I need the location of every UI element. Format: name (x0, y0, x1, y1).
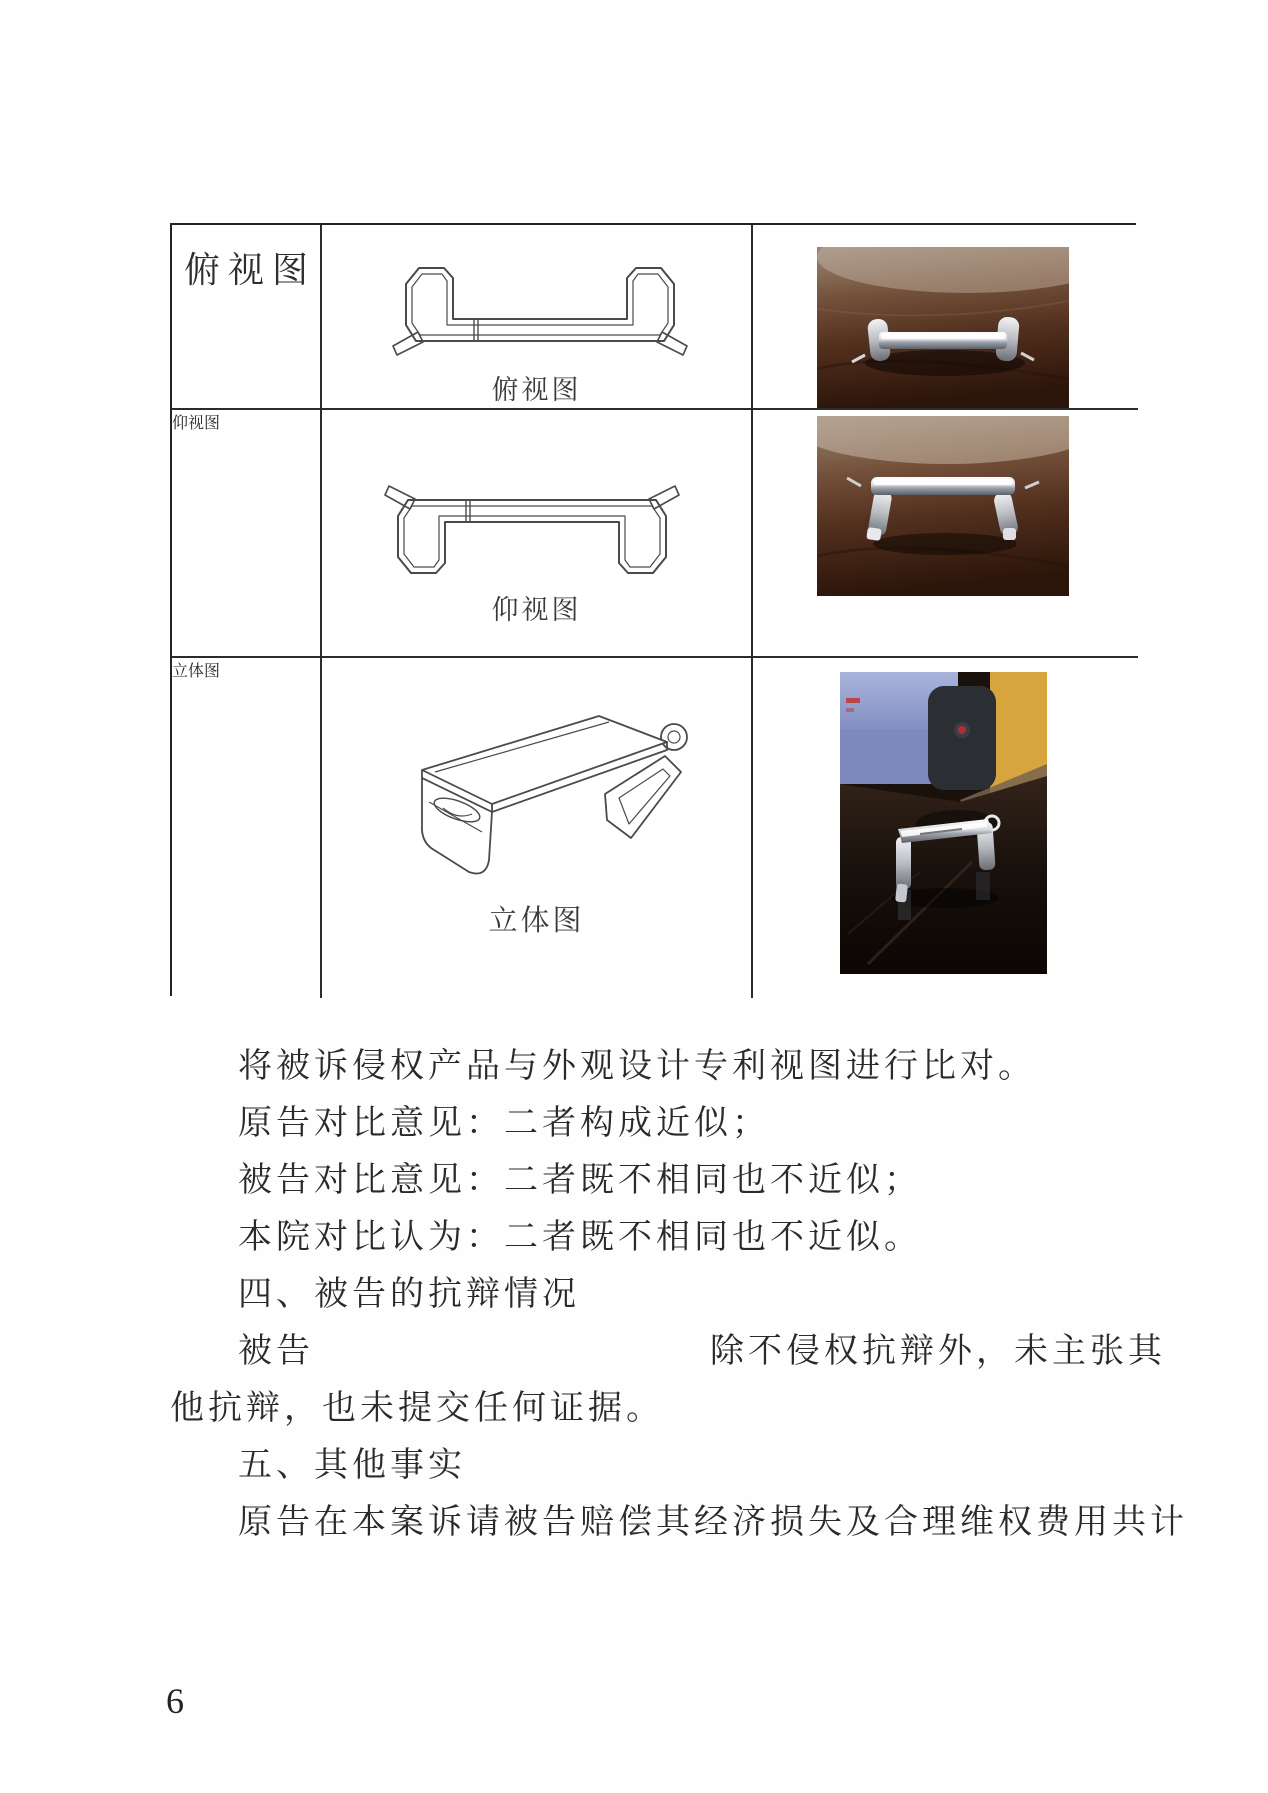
row-label-top-view (172, 225, 322, 410)
drawing-caption-perspective-view: 立体图 (488, 905, 585, 937)
accused-product-photo-perspective-view (840, 672, 1047, 974)
product-photo-cell-bottom-view (753, 410, 1138, 658)
patent-line-drawing-bottom-view (382, 480, 682, 580)
patent-line-drawing-perspective-view (377, 710, 694, 890)
heading-section-five: 五、其他事实 (238, 1447, 466, 1484)
row-label-perspective-view-text: 立体图 (172, 663, 221, 680)
patent-drawing-cell-perspective-view (322, 658, 753, 998)
paragraph-defense-continued: 他抗辩，也未提交任何证据。 (170, 1390, 664, 1427)
patent-line-drawing-top-view (390, 265, 690, 357)
defense-prefix: 被告 (238, 1333, 314, 1370)
row-label-top-view-text: 俯视图 (184, 250, 317, 290)
paragraph-plaintiff-opinion: 原告对比意见：二者构成近似； (238, 1105, 770, 1142)
page-number: 6 (166, 1681, 184, 1721)
accused-product-photo-bottom-view (817, 416, 1069, 596)
patent-drawing-cell-bottom-view (322, 410, 753, 658)
accused-product-photo-top-view (817, 247, 1069, 408)
defense-suffix: 除不侵权抗辩外，未主张其 (710, 1333, 1166, 1370)
paragraph-defendant-opinion: 被告对比意见：二者既不相同也不近似； (238, 1162, 922, 1199)
product-photo-cell-top-view (753, 225, 1138, 410)
judgment-body-text (170, 1038, 1188, 1551)
drawing-caption-top-view: 俯视图 (491, 375, 582, 405)
product-photo-cell-perspective-view (753, 658, 1138, 998)
paragraph-comparison-intro: 将被诉侵权产品与外观设计专利视图进行比对。 (238, 1048, 1036, 1085)
paragraph-defendant-defense (170, 1323, 1166, 1380)
patent-drawing-cell-top-view (322, 225, 753, 410)
row-label-bottom-view-text: 仰视图 (172, 415, 221, 432)
comparison-table (170, 223, 1136, 996)
drawing-caption-bottom-view: 仰视图 (491, 595, 582, 625)
paragraph-other-facts: 原告在本案诉请被告赔偿其经济损失及合理维权费用共计 (238, 1504, 1188, 1541)
row-label-bottom-view (172, 410, 322, 658)
row-label-perspective-view (172, 658, 322, 998)
paragraph-court-opinion: 本院对比认为：二者既不相同也不近似。 (238, 1219, 922, 1256)
heading-section-four: 四、被告的抗辩情况 (238, 1276, 580, 1313)
